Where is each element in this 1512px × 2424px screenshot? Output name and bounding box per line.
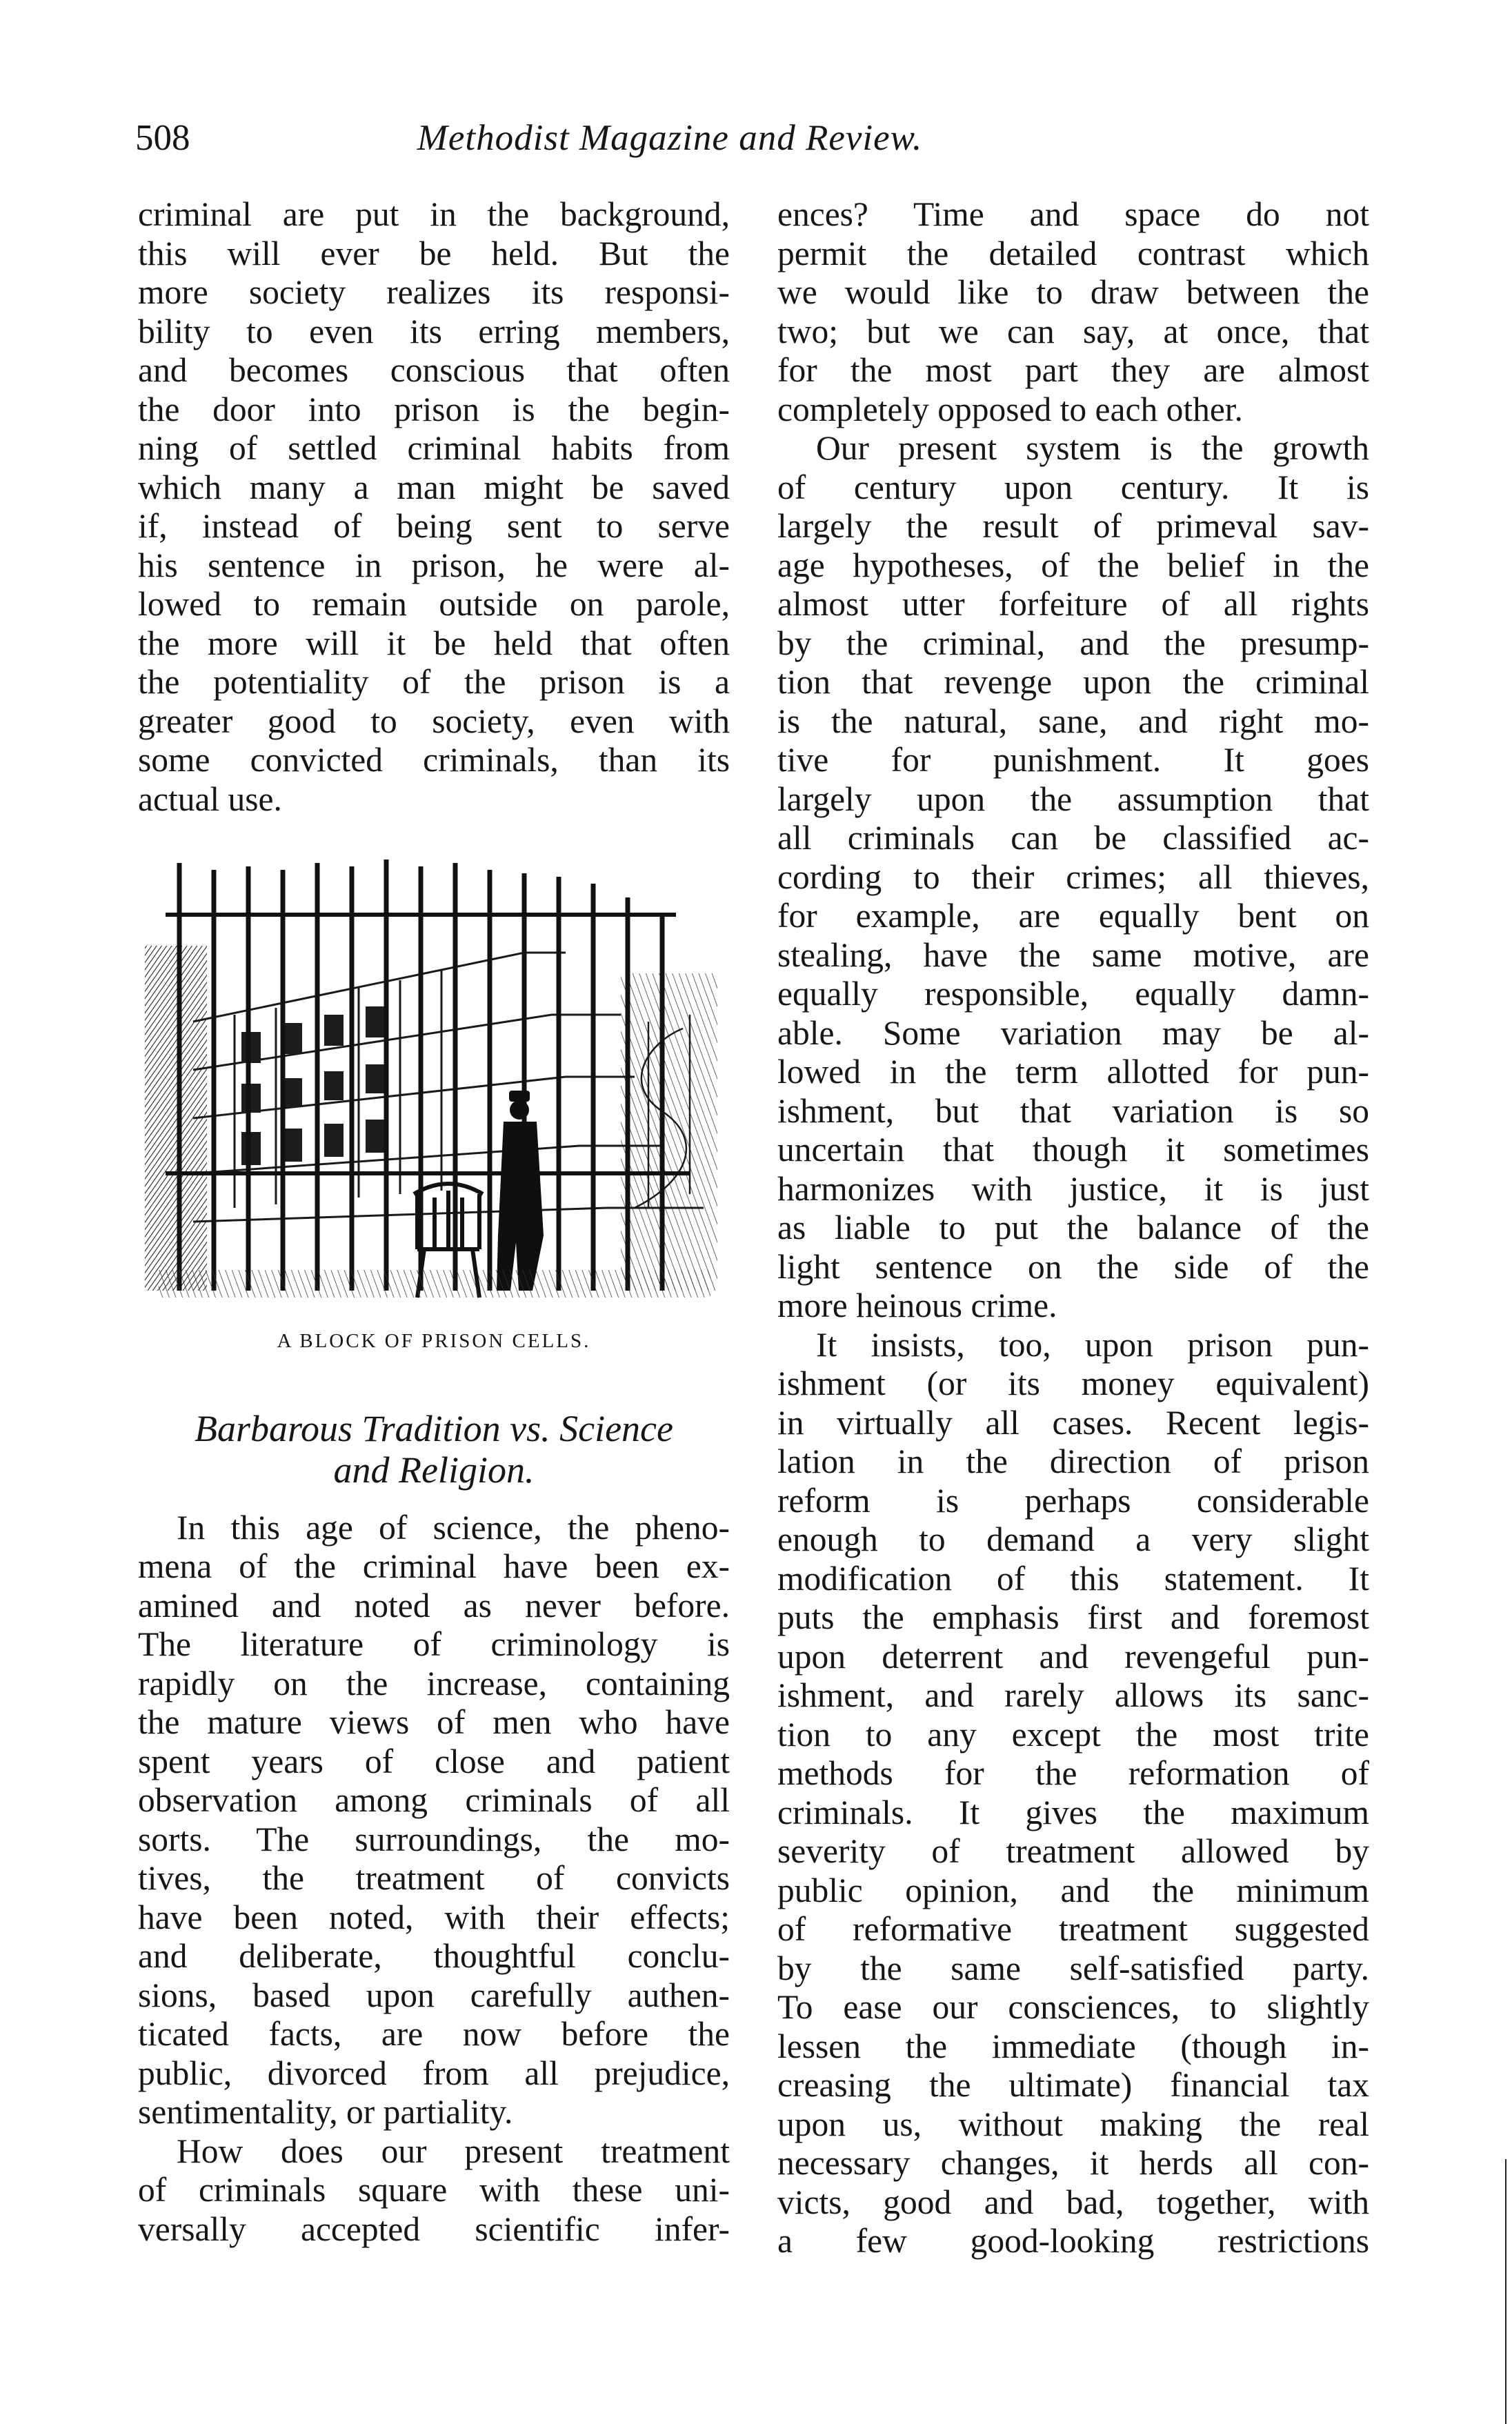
text-line: It insists, too, upon prison pun- [816,1325,1369,1364]
text-line: stealing, have the same motive, are [777,935,1369,974]
text-line: necessary changes, it herds all con- [777,2144,1369,2182]
text-line: ning of settled criminal habits from [138,429,730,467]
right-column [777,195,1369,2261]
text-line: actual use. [138,779,282,818]
text-line: the more will it be held that often [138,624,730,662]
text-line: puts the emphasis first and foremost [777,1598,1369,1636]
text-line: a few good-looking restrictions [777,2222,1369,2260]
cell-doors [241,1006,385,1165]
text-line: more society realizes its responsi- [138,273,730,311]
text-line: the mature views of men who have [138,1703,730,1741]
text-line: for the most part they are almost [777,351,1369,389]
text-line: sorts. The surroundings, the mo- [138,1820,730,1858]
text-line: Our present system is the growth [816,429,1369,467]
text-line: of reformative treatment suggested [777,1910,1369,1948]
figure-caption: A BLOCK OF PRISON CELLS. [277,1330,591,1352]
text-line: How does our present treatment [177,2132,730,2170]
text-line: criminal are put in the background, [138,195,730,233]
text-line: methods for the reformation of [777,1754,1369,1792]
text-line: public, divorced from all prejudice, [138,2054,730,2092]
text-line: ishment, and rarely allows its sanc- [777,1676,1369,1714]
text-line: by the same self-satisfied party. [777,1949,1369,1987]
prison-cells-engraving [138,849,730,1308]
text-line: criminals. It gives the maximum [777,1793,1369,1831]
text-line: cording to their crimes; all thieves, [777,857,1369,896]
text-line: light sentence on the side of the [777,1247,1369,1286]
text-line: In this age of science, the pheno- [177,1508,730,1547]
prison-cells-illustration [138,849,730,1308]
text-line: more heinous crime. [777,1286,1057,1324]
text-line: ences? Time and space do not [777,195,1369,233]
text-line: in virtually all cases. Recent legis- [777,1403,1369,1442]
text-line: tion that revenge upon the criminal [777,663,1369,701]
text-line: victs, good and bad, together, with [777,2183,1369,2221]
text-line: To ease our consciences, to slightly [777,1988,1369,2026]
text-line: and deliberate, thoughtful conclu- [138,1937,730,1975]
text-line: rapidly on the increase, containing [138,1664,730,1702]
text-line: if, instead of being sent to serve [138,507,730,545]
text-line: versally accepted scientific infer- [138,2209,730,2248]
text-line: completely opposed to each other. [777,390,1243,428]
text-line: upon deterrent and revengeful pun- [777,1637,1369,1676]
gate-bars [179,860,662,1291]
text-line: lessen the immediate (though in- [777,2027,1369,2065]
text-line: severity of treatment allowed by [777,1832,1369,1870]
text-line: ishment, but that variation is so [777,1091,1369,1130]
text-line: uncertain that though it sometimes [777,1131,1369,1169]
right-wall-shading [621,973,717,1291]
left-paragraph-1 [138,195,730,819]
text-line: his sentence in prison, he were al- [138,546,730,584]
text-line: harmonizes with justice, it is just [777,1169,1369,1208]
text-line: lowed in the term allotted for pun- [777,1053,1369,1091]
section-heading-line: and Religion. [333,1449,535,1491]
left-paragraph-2 [138,1509,730,2132]
text-line: the potentiality of the prison is a [138,663,730,701]
text-line: the door into prison is the begin- [138,390,730,428]
text-line: age hypotheses, of the belief in the [777,546,1369,584]
text-line: two; but we can say, at once, that [777,312,1369,350]
text-line: some convicted criminals, than its [138,741,730,779]
text-line: as liable to put the balance of the [777,1209,1369,1246]
text-line: and becomes conscious that often [138,351,730,389]
text-line: creasing the ultimate) financial tax [777,2066,1369,2104]
left-paragraph-3 [138,2132,730,2249]
text-line: tion to any except the most trite [777,1715,1369,1754]
floor-shading [159,1270,710,1298]
running-title: Methodist Magazine and Review. [417,118,923,158]
text-line: of century upon century. It is [777,468,1369,506]
page-edge-line [1505,2159,1506,2424]
text-line: bility to even its erring members, [138,312,730,350]
text-line: of criminals square with these uni- [138,2171,730,2209]
text-line: The literature of criminology is [138,1625,730,1663]
text-line: able. Some variation may be al- [777,1013,1369,1052]
right-paragraph-2 [777,429,1369,1326]
page-number: 508 [135,118,190,158]
text-line: spent years of close and patient [138,1742,730,1780]
text-line: ticated facts, are now before the [138,2015,730,2053]
text-line: ishment (or its money equivalent) [777,1364,1369,1402]
text-line: observation among criminals of all [138,1781,730,1819]
text-line: by the criminal, and the presump- [777,624,1369,662]
guard-figure [497,1091,544,1291]
text-line: we would like to draw between the [777,273,1369,311]
text-line: this will ever be held. But the [138,234,730,272]
text-line: lowed to remain outside on parole, [138,585,730,623]
left-column [138,195,730,2249]
text-line: all criminals can be classified ac- [777,819,1369,857]
text-line: equally responsible, equally damn- [777,975,1369,1013]
text-line: upon us, without making the real [777,2105,1369,2143]
section-heading [138,1408,730,1491]
text-line: is the natural, sane, and right mo- [777,702,1369,740]
text-line: for example, are equally bent on [777,897,1369,935]
right-paragraph-1 [777,195,1369,429]
text-line: mena of the criminal have been ex- [138,1547,730,1585]
text-line: greater good to society, even with [138,702,730,740]
text-line: largely upon the assumption that [777,779,1369,818]
page-header [135,117,1060,159]
section-heading-line: Barbarous Tradition vs. Science [195,1407,673,1449]
text-line: tives, the treatment of convicts [138,1859,730,1897]
text-line: modification of this statement. It [777,1559,1369,1598]
text-line: enough to demand a very slight [777,1520,1369,1558]
text-line: public opinion, and the minimum [777,1871,1369,1909]
text-line: reform is perhaps considerable [777,1481,1369,1520]
text-line: sions, based upon carefully authen- [138,1976,730,2014]
text-line: sentimentality, or partiality. [138,2093,513,2131]
text-line: permit the detailed contrast which [777,234,1369,272]
text-line: lation in the direction of prison [777,1442,1369,1480]
text-line: largely the result of primeval sav- [777,507,1369,545]
text-line: which many a man might be saved [138,468,730,506]
text-line: almost utter forfeiture of all rights [777,585,1369,623]
text-line: tive for punishment. It goes [777,741,1369,779]
right-paragraph-3 [777,1326,1369,2261]
text-line: amined and noted as never before. [138,1586,730,1625]
text-line: have been noted, with their effects; [138,1898,730,1936]
